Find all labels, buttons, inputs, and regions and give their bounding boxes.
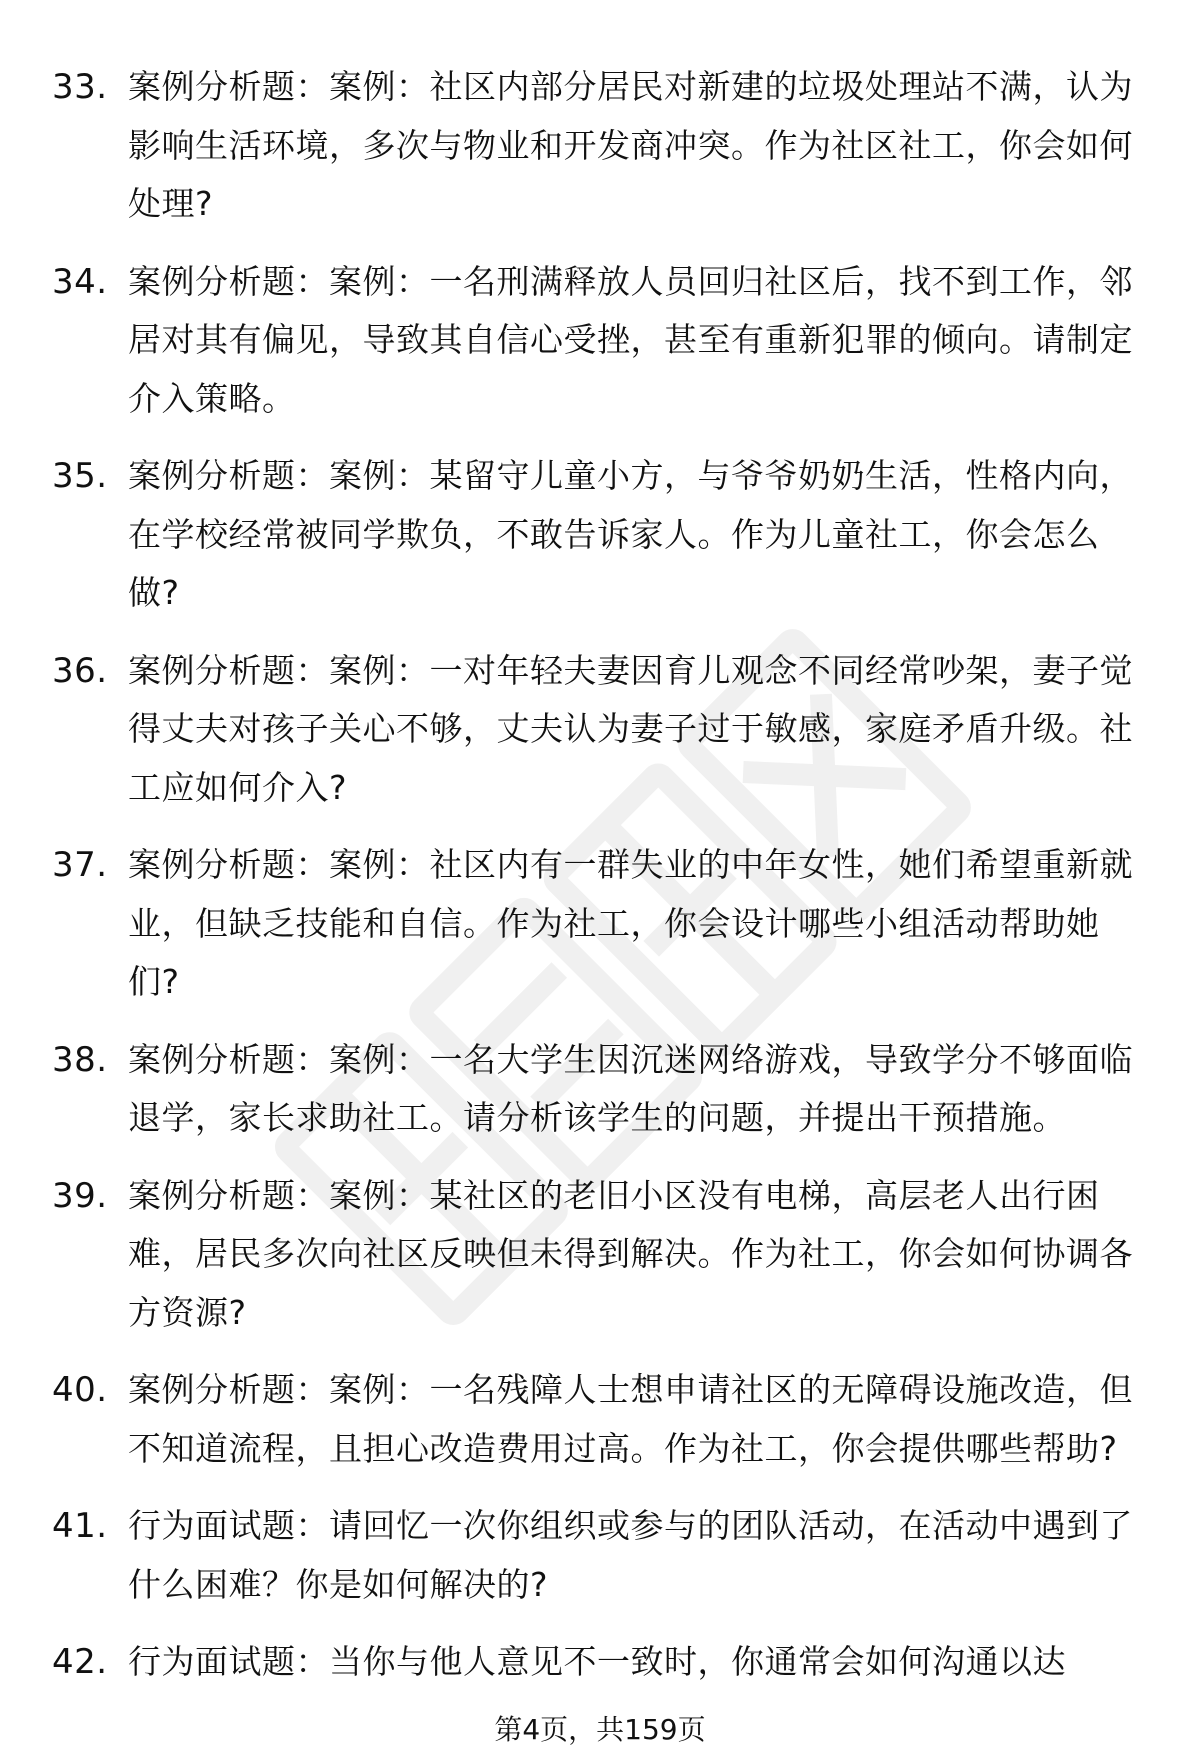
question-list (0, 58, 1200, 1711)
question-number: 34. (52, 261, 108, 302)
question-item (0, 253, 1200, 429)
question-text: 行为面试题：当你与他人意见不一致时，你通常会如何沟通以达 (128, 1642, 1066, 1681)
question-number: 33. (52, 67, 108, 107)
question-number: 39. (52, 1175, 108, 1216)
question-text: 案例分析题：案例：某留守儿童小方，与爷爷奶奶生活，性格内向，在学校经常被同学欺负，不敢告诉家人。作为儿童社工，你会怎么做? (128, 456, 1133, 612)
question-item (0, 642, 1200, 818)
question-item (0, 1497, 1200, 1614)
question-number: 42. (52, 1642, 108, 1682)
question-item (0, 1031, 1200, 1148)
question-item (0, 58, 1200, 234)
question-item (0, 1633, 1200, 1692)
question-item (0, 447, 1200, 623)
question-text: 案例分析题：案例：一名大学生因沉迷网络游戏，导致学分不够面临退学，家长求助社工。请分析该学生的问题，并提出干预措施。 (128, 1039, 1133, 1137)
question-text: 案例分析题：案例：某社区的老旧小区没有电梯，高层老人出行困难，居民多次向社区反映但未得到解决。作为社工，你会如何协调各方资源? (128, 1175, 1133, 1332)
question-item (0, 836, 1200, 1012)
question-text: 案例分析题：案例：一对年轻夫妻因育儿观念不同经常吵架，妻子觉得丈夫对孩子关心不够，丈夫认为妻子过于敏感，家庭矛盾升级。社工应如何介入? (128, 650, 1133, 807)
page-footer: 第4页，共159页 (494, 1713, 706, 1746)
question-text: 案例分析题：案例：社区内部分居民对新建的垃圾处理站不满，认为影响生活环境，多次与物业和开发商冲突。作为社区社工，你会如何处理? (128, 67, 1133, 223)
question-number: 38. (52, 1039, 108, 1080)
question-text: 案例分析题：案例：一名刑满释放人员回归社区后，找不到工作，邻居对其有偏见，导致其自信心受挫，甚至有重新犯罪的倾向。请制定介入策略。 (128, 261, 1133, 418)
question-text: 案例分析题：案例：社区内有一群失业的中年女性，她们希望重新就业，但缺乏技能和自信。作为社工，你会设计哪些小组活动帮助她们? (128, 845, 1133, 1001)
question-number: 40. (52, 1370, 108, 1410)
question-number: 41. (52, 1506, 108, 1546)
question-number: 37. (52, 845, 108, 885)
question-item (0, 1361, 1200, 1478)
question-text: 行为面试题：请回忆一次你组织或参与的团队活动，在活动中遇到了什么困难？你是如何解决的? (128, 1506, 1133, 1604)
question-number: 36. (52, 650, 108, 691)
question-text: 案例分析题：案例：一名残障人士想申请社区的无障碍设施改造，但不知道流程，且担心改造费用过高。作为社工，你会提供哪些帮助? (128, 1370, 1133, 1468)
question-number: 35. (52, 456, 108, 496)
question-item (0, 1167, 1200, 1343)
